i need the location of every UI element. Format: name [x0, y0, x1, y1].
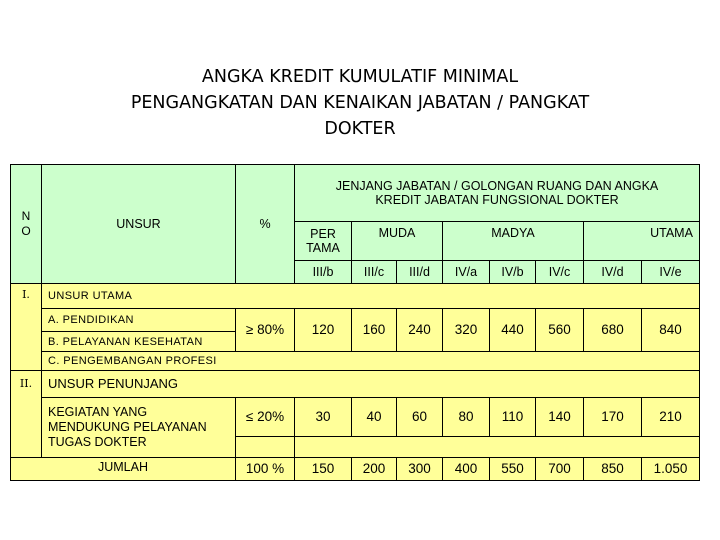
- total-filler-right: [294, 436, 700, 458]
- section-2-value: 60: [396, 397, 443, 437]
- total-value: 150: [294, 457, 352, 481]
- section-2-value: 40: [351, 397, 397, 437]
- section-2-value: 80: [442, 397, 490, 437]
- section-1-value: 320: [442, 308, 490, 352]
- section-1-value: 560: [535, 308, 584, 352]
- grade-iii-d: III/d: [396, 260, 443, 284]
- total-value: 550: [489, 457, 536, 481]
- sub-kegiatan-penunjang: KEGIATAN YANG MENDUKUNG PELAYANAN TUGAS DOKTER: [41, 397, 236, 458]
- grade-iv-c: IV/c: [535, 260, 584, 284]
- total-percent: 100 %: [235, 457, 295, 481]
- sub-pendidikan: A. PENDIDIKAN: [41, 308, 236, 332]
- title-line-2: PENGANGKATAN DAN KENAIKAN JABATAN / PANGKAT: [130, 93, 590, 113]
- total-filler: [235, 436, 295, 458]
- section-1-value: 680: [583, 308, 642, 352]
- section-1-number: I.: [10, 283, 42, 371]
- section-2-value: 210: [641, 397, 700, 437]
- total-value: 300: [396, 457, 443, 481]
- grade-iv-e: IV/e: [641, 260, 700, 284]
- section-2-number: II.: [10, 370, 42, 458]
- group-madya: MADYA: [442, 221, 584, 261]
- grade-iv-d: IV/d: [583, 260, 642, 284]
- section-1-percent: ≥ 80%: [235, 308, 295, 352]
- section-1-value: 840: [641, 308, 700, 352]
- total-value: 700: [535, 457, 584, 481]
- sub-pelayanan-kesehatan: B. PELAYANAN KESEHATAN: [41, 331, 236, 352]
- group-muda: MUDA: [351, 221, 443, 261]
- header-percent: %: [235, 164, 295, 284]
- section-2-percent: ≤ 20%: [235, 397, 295, 437]
- total-value: 200: [351, 457, 397, 481]
- total-value: 400: [442, 457, 490, 481]
- section-1-label: UNSUR UTAMA: [41, 283, 700, 309]
- title-line-3: DOKTER: [324, 119, 396, 139]
- group-utama: UTAMA: [583, 221, 700, 261]
- grade-iii-c: III/c: [351, 260, 397, 284]
- total-value: 1.050: [641, 457, 700, 481]
- total-value: 850: [583, 457, 642, 481]
- grade-iv-b: IV/b: [489, 260, 536, 284]
- header-unsur: UNSUR: [41, 164, 236, 284]
- group-pertama: PER TAMA: [294, 221, 352, 261]
- section-1-value: 240: [396, 308, 443, 352]
- grade-iii-b: III/b: [294, 260, 352, 284]
- page-title: [60, 64, 660, 142]
- sub-pengembangan-profesi: C. PENGEMBANGAN PROFESI: [41, 351, 700, 371]
- section-1-value: 160: [351, 308, 397, 352]
- section-1-value: 440: [489, 308, 536, 352]
- section-2-value: 140: [535, 397, 584, 437]
- section-2-value: 170: [583, 397, 642, 437]
- grade-iv-a: IV/a: [442, 260, 490, 284]
- header-jenjang: JENJANG JABATAN / GOLONGAN RUANG DAN ANGKA KREDIT JABATAN FUNGSIONAL DOKTER: [294, 164, 700, 222]
- header-no: N O: [10, 164, 42, 284]
- title-line-1: ANGKA KREDIT KUMULATIF MINIMAL: [201, 67, 519, 87]
- section-2-label: UNSUR PENUNJANG: [41, 370, 700, 398]
- section-2-value: 30: [294, 397, 352, 437]
- section-2-value: 110: [489, 397, 536, 437]
- section-1-value: 120: [294, 308, 352, 352]
- total-label: JUMLAH: [10, 457, 236, 481]
